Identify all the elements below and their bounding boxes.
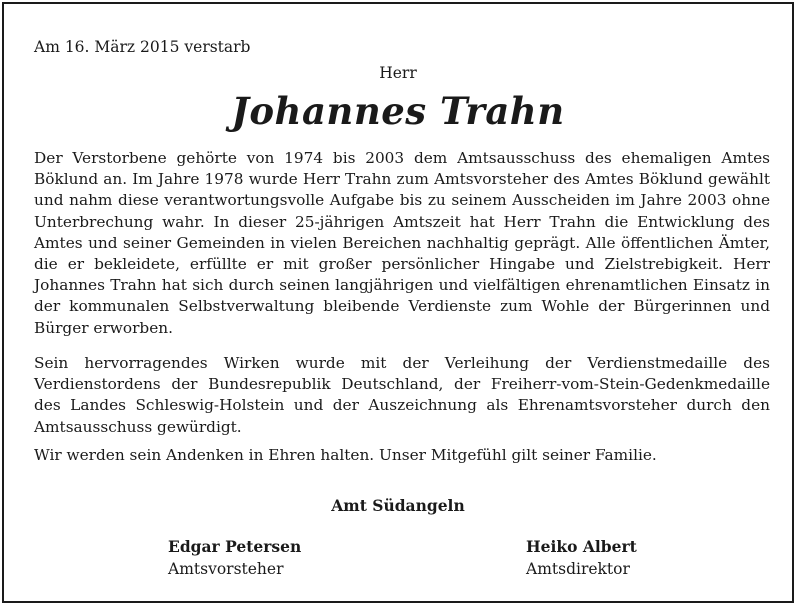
organization-name: Amt Südangeln bbox=[331, 496, 465, 515]
signatory-left bbox=[168, 535, 301, 581]
signatory-title: Amtsvorsteher bbox=[168, 560, 284, 578]
signatory-right bbox=[526, 535, 637, 581]
signatory-name: Heiko Albert bbox=[526, 537, 637, 556]
deceased-name: Johannes Trahn bbox=[231, 89, 565, 133]
intro-line: Am 16. März 2015 verstarb bbox=[34, 38, 251, 56]
signatory-name: Edgar Petersen bbox=[168, 537, 302, 556]
paragraph-honors: Sein hervorragendes Wirken wurde mit der Verleihung der Verdienstmedaille des Verdienstordens der Bundesrepublik Deutschland, der Freiherr-vom-Stein-Gedenkmedaille des Landes Schleswig-Holstein und der Auszeichnung als Ehrenamtsvorsteher durch den Amtsausschuss gewürdigt. bbox=[34, 354, 770, 436]
paragraph-career: Der Verstorbene gehörte von 1974 bis 2003 dem Amtsausschuss des ehemaligen Amtes Böklund an. Im Jahre 1978 wurde Herr Trahn zum Amtsvorsteher des Amtes Böklund gewählt und nahm diese verantwortungsvolle Aufgabe bis zu seinem Ausscheiden im Jahre 2003 ohne Unterbrechung wahr. In dieser 25-jährigen Amtszeit hat Herr Trahn die Entwicklung des Amtes und seiner Gemeinden in vielen Bereichen nachhaltig geprägt. Alle öffentlichen Ämter, die er bekleidete, erfüllte er mit großer persönlicher Hingabe und Zielstrebigkeit. Herr Johannes Trahn hat sich durch seinen langjährigen und vielfältigen ehrenamtlichen Einsatz in der kommunalen Selbstverwaltung bleibende Verdienste zum Wohle der Bürgerinnen und Bürger erworben. bbox=[34, 149, 770, 337]
signatory-title: Amtsdirektor bbox=[526, 560, 630, 578]
salutation: Herr bbox=[379, 64, 417, 82]
paragraph-condolence: Wir werden sein Andenken in Ehren halten. Unser Mitgefühl gilt seiner Familie. bbox=[34, 446, 657, 464]
obituary-notice bbox=[2, 2, 794, 603]
